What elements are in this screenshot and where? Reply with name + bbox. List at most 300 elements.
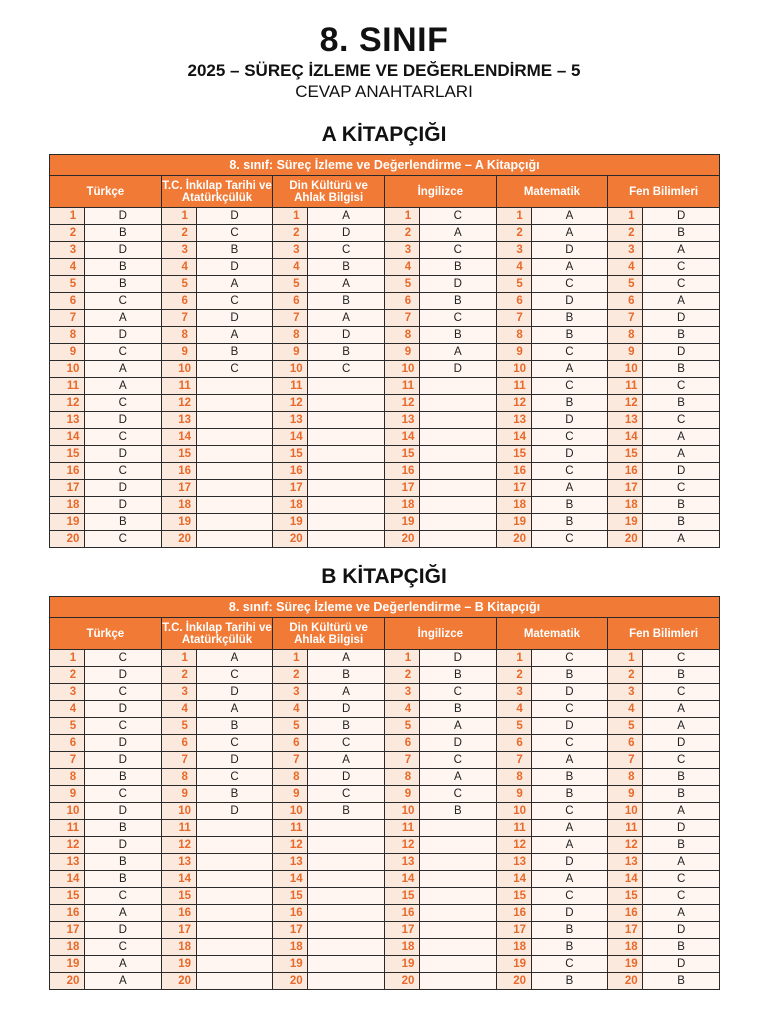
question-number: 11 [50,820,85,837]
answer-cell: A [643,446,720,463]
question-number: 1 [50,208,85,225]
booklet-b-answer-table [49,596,720,990]
answer-cell [308,888,385,905]
booklet-a-answer-table [49,154,720,548]
answer-cell [419,837,496,854]
question-number: 9 [50,786,85,803]
question-number: 14 [161,871,196,888]
answer-cell: A [308,310,385,327]
question-number: 12 [384,395,419,412]
question-number: 7 [161,310,196,327]
question-number: 15 [273,888,308,905]
question-number: 2 [496,225,531,242]
answer-cell: D [196,684,273,701]
answer-cell: B [308,667,385,684]
answer-cell: B [419,701,496,718]
question-number: 20 [50,973,85,990]
answer-cell [308,956,385,973]
question-number: 11 [273,820,308,837]
question-number: 5 [496,276,531,293]
question-number: 5 [384,276,419,293]
question-number: 12 [161,837,196,854]
question-number: 12 [273,395,308,412]
answer-cell: C [85,293,162,310]
answer-cell [196,514,273,531]
subject-header: Fen Bilimleri [608,618,720,650]
question-number: 13 [384,412,419,429]
answer-cell: D [85,208,162,225]
answer-cell: C [419,242,496,259]
table-row [50,497,720,514]
question-number: 11 [608,378,643,395]
question-number: 9 [50,344,85,361]
answer-cell: C [531,344,608,361]
question-number: 6 [273,735,308,752]
question-number: 9 [496,786,531,803]
question-number: 5 [161,718,196,735]
question-number: 7 [384,752,419,769]
answer-cell: A [308,752,385,769]
answer-cell: A [643,531,720,548]
question-number: 18 [496,497,531,514]
question-number: 18 [50,939,85,956]
subject-header: Fen Bilimleri [608,176,720,208]
answer-cell: D [85,242,162,259]
answer-cell [308,412,385,429]
subject-header: T.C. İnkılap Tarihi ve Atatürkçülük [161,618,273,650]
answer-cell: C [308,361,385,378]
question-number: 12 [50,837,85,854]
question-number: 19 [50,956,85,973]
question-number: 13 [161,854,196,871]
question-number: 8 [608,769,643,786]
question-number: 9 [608,344,643,361]
answer-cell [308,922,385,939]
question-number: 9 [608,786,643,803]
question-number: 14 [384,871,419,888]
question-number: 15 [273,446,308,463]
answer-cell: C [196,225,273,242]
answer-cell [419,905,496,922]
question-number: 9 [496,344,531,361]
question-number: 3 [161,684,196,701]
answer-cell [196,378,273,395]
question-number: 1 [161,650,196,667]
answer-cell: C [196,735,273,752]
question-number: 7 [50,752,85,769]
answer-cell [308,446,385,463]
question-number: 15 [50,888,85,905]
table-row [50,820,720,837]
answer-cell: A [531,752,608,769]
question-number: 12 [50,395,85,412]
answer-cell: A [531,480,608,497]
question-number: 1 [496,650,531,667]
answer-cell [196,429,273,446]
question-number: 12 [496,837,531,854]
answer-cell: D [85,446,162,463]
question-number: 6 [496,293,531,310]
answer-cell: B [85,276,162,293]
answer-cell: B [531,973,608,990]
answer-cell: A [643,242,720,259]
answer-cell: B [196,718,273,735]
question-number: 15 [608,446,643,463]
answer-cell: D [196,310,273,327]
question-number: 20 [384,531,419,548]
answer-cell [419,820,496,837]
question-number: 18 [161,939,196,956]
question-number: 9 [273,344,308,361]
answer-cell: A [531,361,608,378]
answer-cell: A [85,361,162,378]
table-row [50,837,720,854]
table-row [50,208,720,225]
question-number: 13 [608,854,643,871]
question-number: 5 [608,276,643,293]
question-number: 4 [273,259,308,276]
question-number: 7 [496,752,531,769]
answer-cell: A [643,701,720,718]
answer-cell: A [308,650,385,667]
question-number: 4 [161,259,196,276]
table-row [50,735,720,752]
question-number: 2 [384,667,419,684]
table-row [50,395,720,412]
answer-cell: D [531,854,608,871]
question-number: 10 [273,803,308,820]
question-number: 3 [50,684,85,701]
question-number: 8 [161,769,196,786]
answer-cell [308,973,385,990]
page-title: 8. SINIF [319,21,449,59]
question-number: 15 [50,446,85,463]
subject-header: T.C. İnkılap Tarihi ve Atatürkçülük [161,176,273,208]
question-number: 4 [384,259,419,276]
answer-cell: D [531,242,608,259]
question-number: 15 [608,888,643,905]
question-number: 14 [608,429,643,446]
table-row [50,344,720,361]
question-number: 7 [273,310,308,327]
question-number: 5 [384,718,419,735]
answer-cell: B [85,225,162,242]
question-number: 16 [161,905,196,922]
question-number: 8 [50,327,85,344]
answer-cell: B [643,973,720,990]
answer-cell: D [643,208,720,225]
question-number: 13 [50,412,85,429]
question-number: 1 [608,650,643,667]
answer-cell [308,480,385,497]
table-row [50,463,720,480]
answer-cell: A [643,854,720,871]
answer-cell: D [643,735,720,752]
question-number: 2 [161,225,196,242]
answer-cell: B [85,514,162,531]
question-number: 3 [273,242,308,259]
booklet-a-heading: A KİTAPÇIĞI [321,123,447,146]
answer-cell: B [531,514,608,531]
answer-cell: B [308,803,385,820]
question-number: 14 [496,871,531,888]
table-row [50,361,720,378]
answer-cell: C [531,803,608,820]
answer-cell: C [85,463,162,480]
answer-cell: D [419,361,496,378]
question-number: 12 [384,837,419,854]
answer-cell: C [531,701,608,718]
question-number: 14 [161,429,196,446]
subject-header: İngilizce [384,176,496,208]
question-number: 7 [496,310,531,327]
answer-cell [196,973,273,990]
question-number: 17 [384,922,419,939]
answer-cell [419,514,496,531]
question-number: 5 [273,718,308,735]
answer-cell: A [419,718,496,735]
question-number: 2 [50,667,85,684]
question-number: 17 [496,922,531,939]
answer-cell [308,905,385,922]
answer-cell: A [196,327,273,344]
answer-cell: D [643,922,720,939]
answer-cell: D [643,820,720,837]
question-number: 6 [50,735,85,752]
answer-cell: A [196,276,273,293]
question-number: 6 [496,735,531,752]
question-number: 10 [50,803,85,820]
question-number: 13 [273,412,308,429]
answer-cell: C [85,395,162,412]
question-number: 11 [161,378,196,395]
answer-cell: C [85,344,162,361]
table-row [50,854,720,871]
question-number: 19 [273,514,308,531]
answer-cell: D [85,327,162,344]
answer-cell: A [531,871,608,888]
table-row [50,922,720,939]
answer-cell: B [85,871,162,888]
question-number: 17 [384,480,419,497]
question-number: 17 [608,922,643,939]
booklet-b-heading: B KİTAPÇIĞI [321,565,447,588]
question-number: 11 [161,820,196,837]
table-row [50,786,720,803]
question-number: 5 [161,276,196,293]
table-row [50,684,720,701]
question-number: 5 [608,718,643,735]
answer-cell: A [643,293,720,310]
subject-header: Türkçe [50,176,162,208]
answer-cell: D [85,480,162,497]
answer-cell: A [531,820,608,837]
answer-cell: C [85,718,162,735]
question-number: 19 [384,514,419,531]
table-row [50,310,720,327]
answer-cell: B [85,769,162,786]
subject-header: Matematik [496,618,608,650]
table-row [50,242,720,259]
table-row [50,293,720,310]
table-row [50,531,720,548]
answer-cell [308,429,385,446]
answer-cell: B [85,854,162,871]
answer-cell: C [643,412,720,429]
table-row [50,276,720,293]
question-number: 18 [384,939,419,956]
answer-cell: C [196,769,273,786]
table-row [50,956,720,973]
answer-cell: B [85,259,162,276]
question-number: 5 [50,718,85,735]
page-subtitle-answer-keys: CEVAP ANAHTARLARI [295,82,473,101]
answer-cell [196,837,273,854]
question-number: 14 [384,429,419,446]
answer-cell: D [531,293,608,310]
answer-cell: D [531,446,608,463]
question-number: 9 [384,344,419,361]
question-number: 12 [608,395,643,412]
answer-cell [419,446,496,463]
question-number: 4 [608,259,643,276]
answer-cell: A [419,769,496,786]
question-number: 15 [161,888,196,905]
table-row [50,327,720,344]
answer-cell: A [643,718,720,735]
answer-cell: B [531,310,608,327]
table-row [50,769,720,786]
question-number: 15 [496,446,531,463]
answer-cell: B [531,922,608,939]
question-number: 10 [50,361,85,378]
answer-cell [308,514,385,531]
question-number: 1 [608,208,643,225]
question-number: 14 [608,871,643,888]
question-number: 14 [273,429,308,446]
question-number: 11 [384,820,419,837]
question-number: 16 [496,463,531,480]
question-number: 8 [496,769,531,786]
question-number: 2 [273,225,308,242]
question-number: 16 [608,463,643,480]
table-row [50,973,720,990]
question-number: 10 [161,803,196,820]
answer-cell [308,463,385,480]
answer-cell: B [643,514,720,531]
question-number: 6 [161,735,196,752]
question-number: 17 [50,922,85,939]
answer-cell: D [85,667,162,684]
question-number: 16 [161,463,196,480]
answer-cell: D [531,718,608,735]
question-number: 9 [384,786,419,803]
answer-cell: D [196,752,273,769]
answer-cell: C [531,531,608,548]
question-number: 7 [608,310,643,327]
question-number: 8 [273,769,308,786]
question-number: 2 [273,667,308,684]
answer-cell: B [643,837,720,854]
question-number: 10 [608,803,643,820]
question-number: 5 [50,276,85,293]
answer-cell: B [196,344,273,361]
question-number: 1 [161,208,196,225]
answer-cell: C [85,429,162,446]
question-number: 20 [496,531,531,548]
answer-cell: A [643,803,720,820]
question-number: 19 [496,956,531,973]
answer-cell: C [85,786,162,803]
question-number: 20 [50,531,85,548]
answer-cell: C [308,735,385,752]
answer-cell: B [419,667,496,684]
question-number: 8 [50,769,85,786]
question-number: 16 [384,905,419,922]
question-number: 13 [384,854,419,871]
answer-cell: D [308,327,385,344]
question-number: 16 [50,905,85,922]
question-number: 3 [608,684,643,701]
answer-cell [196,922,273,939]
answer-cell: D [196,259,273,276]
answer-cell: A [196,701,273,718]
table-row [50,752,720,769]
question-number: 6 [608,735,643,752]
question-number: 8 [273,327,308,344]
question-number: 4 [50,701,85,718]
answer-cell: C [419,752,496,769]
question-number: 6 [273,293,308,310]
answer-cell [196,463,273,480]
question-number: 13 [273,854,308,871]
answer-cell: D [531,905,608,922]
question-number: 12 [496,395,531,412]
answer-cell [308,871,385,888]
question-number: 14 [273,871,308,888]
answer-cell: D [308,769,385,786]
question-number: 17 [273,922,308,939]
answer-cell: A [196,650,273,667]
answer-cell: B [643,225,720,242]
answer-cell [308,395,385,412]
question-number: 20 [496,973,531,990]
question-number: 16 [273,905,308,922]
answer-cell: B [643,667,720,684]
table-row [50,803,720,820]
answer-cell: A [308,276,385,293]
answer-cell [308,820,385,837]
answer-cell: C [196,293,273,310]
answer-cell: B [419,803,496,820]
question-number: 3 [496,242,531,259]
answer-cell [419,412,496,429]
answer-cell: A [531,259,608,276]
answer-cell [196,446,273,463]
answer-cell: C [643,888,720,905]
answer-cell: D [419,735,496,752]
question-number: 17 [161,922,196,939]
question-number: 15 [384,446,419,463]
question-number: 7 [50,310,85,327]
question-number: 13 [496,412,531,429]
question-number: 7 [161,752,196,769]
answer-cell [196,497,273,514]
question-number: 16 [273,463,308,480]
question-number: 4 [496,701,531,718]
answer-cell: D [85,837,162,854]
question-number: 7 [608,752,643,769]
